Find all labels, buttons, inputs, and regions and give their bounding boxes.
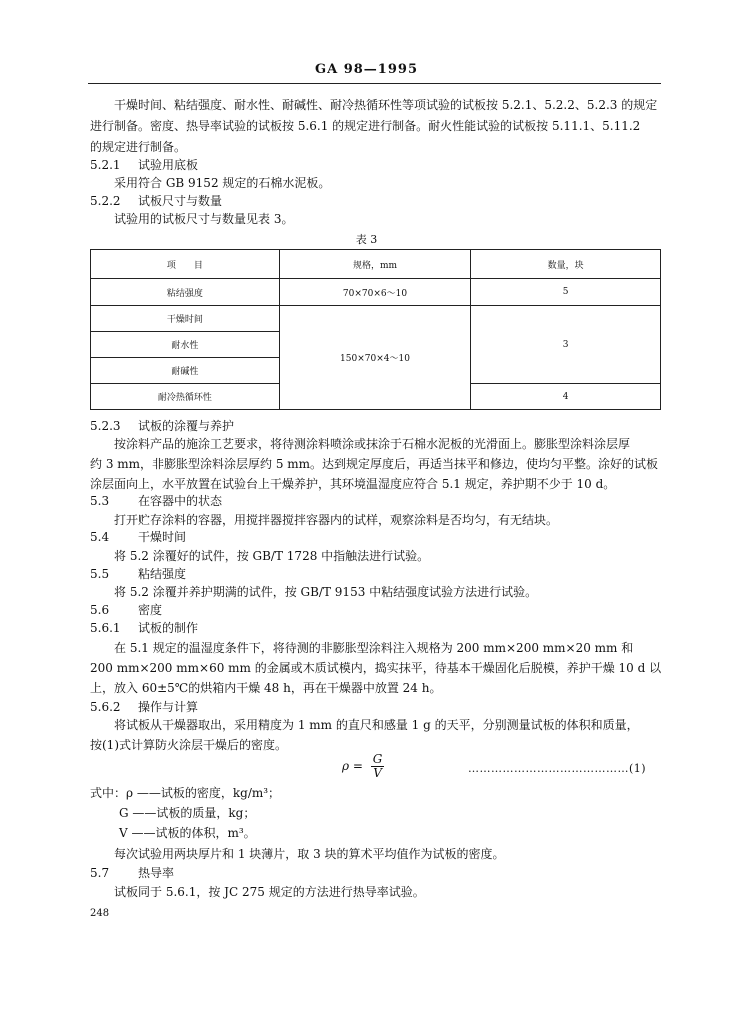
section-heading-5-7 [90,866,174,880]
paragraph-line: 将试板从干燥器取出，采用精度为 1 mm 的直尺和感量 1 g 的天平，分别测量试板的体积和质量， [114,718,639,732]
section-title: 试验用底板 [138,158,199,172]
section-number: 5.6.2 [90,700,121,714]
section-number: 5.6.1 [90,621,121,635]
section-title: 试板的涂覆与养护 [138,419,235,433]
table-row [91,306,661,332]
table-header-cell: 项 目 [91,250,280,279]
table-cell-merged-spec: 150×70×4～10 [279,306,471,410]
section-title: 在容器中的状态 [138,494,223,508]
paragraph-line: 试验用的试板尺寸与数量见表 3。 [114,212,294,226]
section-heading-5-3 [90,494,222,508]
standard-header: GA 98—1995 [315,62,418,77]
section-heading-5-6 [90,603,162,617]
section-heading-5-6-1 [90,621,198,635]
table-3 [90,249,661,410]
section-title: 试板的制作 [138,621,199,635]
table-cell: 耐碱性 [91,358,280,384]
section-number: 5.6 [90,603,110,617]
table-cell: 耐冷热循环性 [91,384,280,410]
section-number: 5.5 [90,567,110,581]
where-clause-line: G ——试板的质量，kg； [119,806,256,820]
table-row [91,279,661,306]
table-cell: 4 [471,384,661,410]
section-number: 5.2.3 [90,419,121,433]
section-heading-5-5 [90,567,186,581]
paragraph-line: 试板同于 5.6.1，按 JC 275 规定的方法进行热导率试验。 [114,885,425,899]
section-title: 操作与计算 [138,700,199,714]
section-number: 5.7 [90,866,110,880]
paragraph-line: 打开贮存涂料的容器，用搅拌器搅拌容器内的试样，观察涂料是否均匀，有无结块。 [114,513,559,527]
paragraph-line: 的规定进行制备。 [90,140,187,154]
section-number: 5.2.2 [90,194,121,208]
table-cell: 5 [471,279,661,306]
paragraph-line: 按涂料产品的施涂工艺要求，将待测涂料喷涂或抹涂于石棉水泥板的光滑面上。膨胀型涂料涂层厚 [114,437,631,451]
section-number: 5.4 [90,530,110,544]
table-header-cell: 规格，mm [279,250,471,279]
paragraph-line: 在 5.1 规定的温湿度条件下，将待测的非膨胀型涂料注入规格为 200 mm×200 mm×20 mm 和 [114,641,634,655]
where-clause-line: V ——试板的体积，m³。 [119,826,256,840]
table-cell: 耐水性 [91,332,280,358]
density-formula [342,753,384,780]
formula-fraction [371,753,385,780]
paragraph-line: 约 3 mm，非膨胀型涂料涂层厚约 5 mm。达到规定厚度后，再适当抹平和修边，使均匀平整。涂好的试板 [90,457,659,471]
section-heading-5-2-3 [90,419,234,433]
section-title: 密度 [138,603,163,617]
table-cell-merged-qty: 3 [471,306,661,384]
section-heading-5-4 [90,530,186,544]
paragraph-line: 每次试验用两块厚片和 1 块薄片，取 3 块的算术平均值作为试板的密度。 [114,847,505,861]
formula-lhs: ρ = [342,759,363,773]
section-title: 干燥时间 [138,530,187,544]
section-heading-5-6-2 [90,700,198,714]
section-title: 试板尺寸与数量 [138,194,223,208]
section-title: 热导率 [138,866,175,880]
paragraph-line: 按(1)式计算防火涂层干燥后的密度。 [90,738,287,752]
table-cell: 粘结强度 [91,279,280,306]
section-heading-5-2-2 [90,194,222,208]
formula-denominator: V [373,766,382,780]
paragraph-line: 采用符合 GB 9152 规定的石棉水泥板。 [114,176,331,190]
table-header-row [91,250,661,279]
header-rule [88,83,661,84]
page-number: 248 [90,908,110,919]
table-header-cell: 数量，块 [471,250,661,279]
section-number: 5.2.1 [90,158,121,172]
where-clause-line: 式中：ρ ——试板的密度，kg/m³； [90,786,281,800]
paragraph-line: 干燥时间、粘结强度、耐水性、耐碱性、耐冷热循环性等项试验的试板按 5.2.1、5.2.2、5.2.3 的规定 [114,98,658,112]
paragraph-line: 将 5.2 涂覆好的试件，按 GB/T 1728 中指触法进行试验。 [114,549,430,563]
section-number: 5.3 [90,494,110,508]
paragraph-line: 进行制备。密度、热导率试验的试板按 5.6.1 的规定进行制备。耐火性能试验的试板按 5.11.1、5.11.2 [90,119,641,133]
formula-number: ……………………………………(1) [468,762,647,775]
table-caption: 表 3 [355,233,378,246]
paragraph-line: 200 mm×200 mm×60 mm 的金属或木质试模内，捣实抹平，待基本干燥固化后脱模，养护干燥 10 d 以 [90,661,662,675]
paragraph-line: 上，放入 60±5℃的烘箱内干燥 48 h，再在干燥器中放置 24 h。 [90,681,442,695]
formula-numerator: G [372,752,383,766]
table-cell: 70×70×6～10 [279,279,471,306]
table-cell: 干燥时间 [91,306,280,332]
paragraph-line: 将 5.2 涂覆并养护期满的试件，按 GB/T 9153 中粘结强度试验方法进行试验。 [114,585,538,599]
section-heading-5-2-1 [90,158,198,172]
paragraph-line: 涂层面向上，水平放置在试验台上干燥养护，其环境温湿度应符合 5.1 规定，养护期不少于 10 d。 [90,477,616,491]
section-title: 粘结强度 [138,567,187,581]
